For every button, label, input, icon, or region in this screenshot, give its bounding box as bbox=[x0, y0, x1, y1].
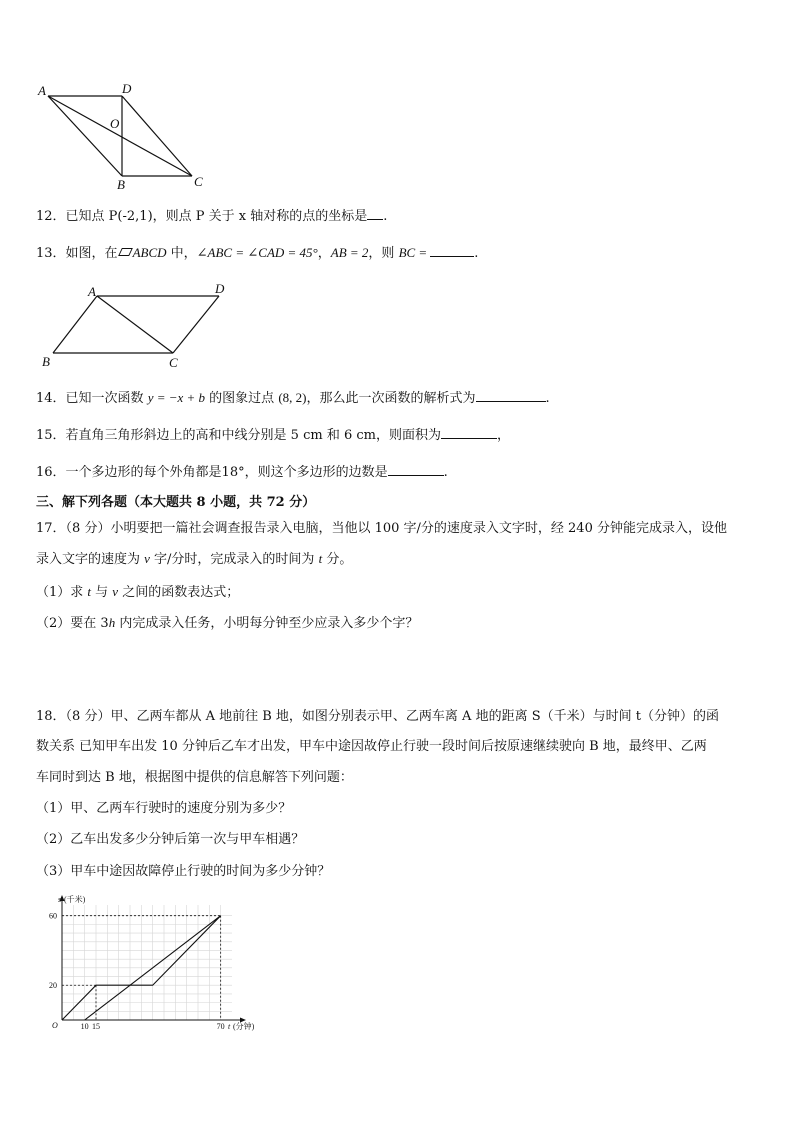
question-text: 如图，在 bbox=[65, 246, 118, 261]
x-axis-unit: (分钟) bbox=[233, 1022, 255, 1031]
question-18-line-2: 数关系 已知甲车出发 10 分钟后乙车才出发，甲车中途因故停止行驶一段时间后按原速继续驶向 B 地，最终甲、乙两 bbox=[36, 739, 707, 754]
x-tick-label: 70 bbox=[216, 1022, 225, 1031]
question-number: 14． bbox=[36, 391, 66, 406]
question-18-sub-2: （2）乙车出发多少分钟后第一次与甲车相遇？ bbox=[36, 832, 305, 847]
punct: . bbox=[545, 391, 550, 406]
var-t: t bbox=[87, 584, 92, 599]
question-12 bbox=[36, 207, 387, 226]
question-number: 15． bbox=[36, 428, 66, 443]
label-a: A bbox=[38, 83, 46, 98]
label-b: B bbox=[42, 354, 50, 369]
text: （1）求 bbox=[36, 585, 88, 600]
math-point: (8, 2) bbox=[278, 390, 307, 405]
x-tick-label: 15 bbox=[92, 1022, 100, 1031]
figure-quadrilateral-abcd bbox=[30, 80, 220, 195]
text: 录入文字的速度为 bbox=[36, 552, 145, 567]
question-text: 中， bbox=[166, 246, 197, 261]
question-15 bbox=[36, 426, 510, 445]
var-v: v bbox=[144, 551, 150, 566]
question-17-sub-1 bbox=[36, 583, 239, 602]
question-text: ，则 bbox=[368, 246, 399, 261]
distance-time-graph bbox=[36, 893, 255, 1033]
punct: ， bbox=[317, 246, 331, 261]
question-18-line-1: 18．（8 分）甲、乙两车都从 A 地前往 B 地，如图分别表示甲、乙两车离 A 地的距离 S（千米）与时间 t（分钟）的函 bbox=[36, 709, 719, 724]
question-number: 13． bbox=[36, 246, 66, 261]
origin-label: O bbox=[52, 1021, 58, 1030]
punct: ， bbox=[496, 428, 510, 443]
answer-blank bbox=[367, 207, 383, 220]
label-c: C bbox=[169, 355, 178, 370]
text: （2）要在 3 bbox=[36, 616, 109, 631]
punct: . bbox=[443, 465, 448, 480]
text: 字/分时，完成录入的时间为 bbox=[149, 552, 319, 567]
y-axis-unit: (千米) bbox=[64, 895, 86, 904]
math-abcd: ABCD bbox=[132, 245, 167, 260]
punct: . bbox=[474, 246, 479, 261]
answer-blank bbox=[476, 389, 546, 402]
figure-parallelogram-abcd bbox=[36, 280, 236, 372]
question-13 bbox=[36, 244, 478, 263]
text: 内完成录入任务，小明每分钟至少应录入多少个字？ bbox=[115, 616, 419, 631]
answer-blank bbox=[441, 426, 497, 439]
label-c: C bbox=[194, 174, 203, 189]
question-17-line-2 bbox=[36, 550, 352, 569]
question-17-line-1: 17．（8 分）小明要把一篇社会调查报告录入电脑，当他以 100 字/分的速度录入文字时，经 240 分钟能完成录入，设他 bbox=[36, 521, 727, 536]
section-heading: 三、解下列各题（本大题共 8 小题，共 72 分） bbox=[36, 495, 316, 510]
math-bc: BC = bbox=[398, 245, 428, 260]
y-tick-label: 20 bbox=[49, 981, 57, 991]
answer-blank bbox=[430, 244, 474, 257]
math-function: y = −x + b bbox=[147, 390, 206, 405]
question-18-sub-1: （1）甲、乙两车行驶时的速度分别为多少？ bbox=[36, 801, 292, 816]
label-a: A bbox=[88, 284, 96, 299]
label-d: D bbox=[122, 81, 132, 96]
answer-blank bbox=[388, 463, 444, 476]
question-text: 已知点 P(-2,1)，则点 P 关于 x 轴对称的点的坐标是 bbox=[65, 209, 368, 224]
punct: . bbox=[383, 209, 388, 224]
question-text: 若直角三角形斜边上的高和中线分别是 5 cm 和 6 cm，则面积为 bbox=[65, 428, 441, 443]
question-14 bbox=[36, 389, 550, 408]
text: 与 bbox=[91, 585, 113, 600]
question-text: 的图象过点 bbox=[205, 391, 279, 406]
question-text: ，那么此一次函数的解析式为 bbox=[306, 391, 476, 406]
var-h: h bbox=[108, 615, 116, 630]
question-number: 12． bbox=[36, 209, 66, 224]
y-tick-label: 60 bbox=[49, 911, 57, 921]
question-16 bbox=[36, 463, 448, 482]
x-axis-variable: t bbox=[228, 1022, 231, 1031]
var-v: v bbox=[112, 584, 119, 599]
parallelogram-icon bbox=[118, 248, 133, 256]
question-18-line-3: 车同时到达 B 地，根据图中提供的信息解答下列问题： bbox=[36, 770, 353, 785]
question-17-sub-2 bbox=[36, 614, 418, 633]
question-18-sub-3: （3）甲车中途因故障停止行驶的时间为多少分钟？ bbox=[36, 864, 331, 879]
var-t: t bbox=[318, 551, 323, 566]
text: 分。 bbox=[322, 552, 353, 567]
label-o: O bbox=[110, 116, 120, 131]
question-number: 16． bbox=[36, 465, 66, 480]
text: 之间的函数表达式； bbox=[118, 585, 240, 600]
question-text: 已知一次函数 bbox=[65, 391, 148, 406]
x-tick-label: 10 bbox=[80, 1022, 89, 1031]
y-axis-variable: s bbox=[58, 895, 62, 904]
question-text: 一个多边形的每个外角都是18°，则这个多边形的边数是 bbox=[65, 465, 388, 480]
math-ab: AB = 2 bbox=[330, 245, 369, 260]
label-d: D bbox=[215, 281, 225, 296]
label-b: B bbox=[117, 177, 125, 192]
math-angles: ∠ABC = ∠CAD = 45° bbox=[196, 245, 318, 260]
